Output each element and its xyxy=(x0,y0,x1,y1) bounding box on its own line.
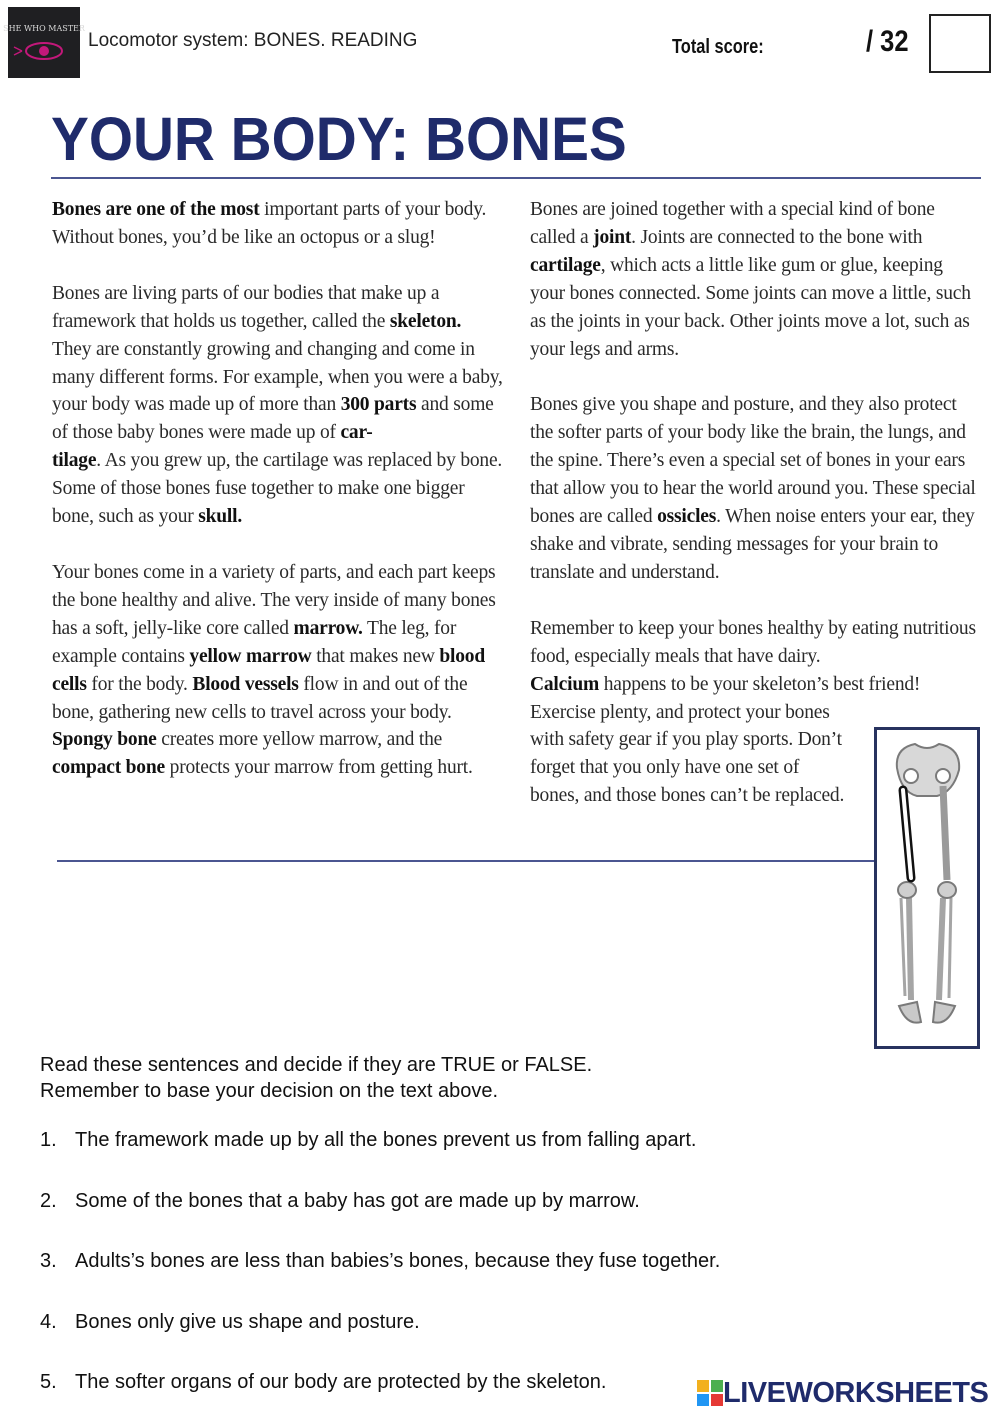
reading-paragraph xyxy=(52,559,504,782)
question-text: The framework made up by all the bones prevent us from falling apart. xyxy=(75,1129,697,1151)
question-3 xyxy=(40,1250,720,1273)
question-number: 2. xyxy=(40,1190,57,1212)
key-term: Blood vessels xyxy=(192,673,299,695)
question-text: Some of the bones that a baby has got are made up by marrow. xyxy=(75,1190,640,1212)
liveworksheets-brand[interactable] xyxy=(697,1376,988,1410)
instructions xyxy=(40,1053,592,1104)
title-divider xyxy=(51,177,981,179)
reading-text: , which acts a little like gum or glue, keeping your bones connected. Some joints can move a little, such as the joints in your back. Other joints move a lot, such as your legs and arms. xyxy=(530,254,971,360)
key-term: ossicles xyxy=(657,506,717,528)
score-box xyxy=(929,14,991,73)
reading-text: happens to be your skeleton’s best friend! xyxy=(599,673,921,695)
reading-paragraph xyxy=(52,196,504,252)
reading-text: bones, and those bones can’t be replaced. xyxy=(530,785,845,807)
key-term: joint xyxy=(593,226,632,248)
question-number: 1. xyxy=(40,1129,57,1151)
instructions-line-2: Remember to base your decision on the text above. xyxy=(40,1079,499,1102)
key-term: marrow. xyxy=(293,617,363,639)
question-2 xyxy=(40,1190,640,1213)
section-divider xyxy=(57,860,875,862)
reading-text: Remember to keep your bones healthy by eating nutritious food, especially meals that have dairy. xyxy=(530,617,976,667)
reading-paragraph xyxy=(52,280,504,531)
question-text: The softer organs of our body are protected by the skeleton. xyxy=(75,1371,607,1393)
liveworksheets-logo-icon xyxy=(697,1380,723,1406)
brand-name: LIVEWORKSHEETS xyxy=(723,1376,989,1409)
reading-text: Bones are living parts of our bodies that make up a framework that holds us together, called the xyxy=(52,282,440,332)
reading-paragraph xyxy=(530,196,980,363)
question-text: Bones only give us shape and posture. xyxy=(75,1311,420,1333)
question-text: Adults’s bones are less than babies’s bones, because they fuse together. xyxy=(75,1250,721,1272)
key-term: yellow marrow xyxy=(189,645,312,667)
reading-text: Bones give you shape and posture, and they also protect the softer parts of your body like the brain, the lungs, and the spine. There’s even a special set of bones in your ears that allow you to hear the world around you. These special bones are called xyxy=(530,394,976,528)
key-term: compact bone xyxy=(52,757,165,779)
logo-text: SHE WHO MASTER xyxy=(3,24,85,33)
reading-paragraph xyxy=(530,391,980,586)
key-term: Bones are one of the most xyxy=(52,199,260,220)
reading-text: They are constantly growing and changing and come in many different forms. For example, when you were a baby, your body was made up of more than xyxy=(52,338,503,416)
key-term: skull. xyxy=(198,506,243,528)
reading-text: for the body. xyxy=(86,673,193,695)
instructions-line-1: Read these sentences and decide if they are TRUE or FALSE. xyxy=(40,1054,593,1076)
reading-text: Your bones come in a variety of parts, and each part keeps the bone healthy and alive. The very inside of many bones has a soft, jelly-like core called xyxy=(52,561,496,639)
reading-text: flow in and out of the bone, gathering new cells to travel across your body. xyxy=(52,673,468,723)
eye-logo-icon xyxy=(3,7,85,78)
reading-text: . Joints are connected to the bone with xyxy=(631,226,923,248)
reading-text: creates more yellow marrow, and the xyxy=(156,729,443,751)
key-term: Calcium xyxy=(530,673,600,695)
reading-text: important parts of your body. Without bones, you’d be like an octopus or a slug! xyxy=(52,199,487,248)
key-term: blood cells xyxy=(52,645,485,695)
score-label: Total score: xyxy=(672,36,764,58)
key-term: skeleton. xyxy=(389,310,462,332)
key-term: cartilage xyxy=(530,254,601,276)
reading-text: with safety gear if you play sports. Don’t xyxy=(530,729,842,751)
reading-text: that makes new xyxy=(311,645,440,667)
score-total: / 32 xyxy=(866,25,909,58)
reading-text: . When noise enters your ear, they shake and vibrate, sending messages for your brain to translate and understand. xyxy=(530,506,975,583)
question-number: 5. xyxy=(40,1371,57,1393)
header-title: Locomotor system: BONES. READING xyxy=(88,30,418,51)
reading-text: . As you grew up, the cartilage was replaced by bone. Some of those bones fuse together to make one bigger bone, such as your xyxy=(52,450,503,528)
question-number: 3. xyxy=(40,1250,57,1272)
key-term: 300 parts xyxy=(340,394,417,416)
page-title: YOUR BODY: BONES xyxy=(51,105,627,173)
reading-text: Exercise plenty, and protect your bones xyxy=(530,701,830,723)
reading-text: The leg, for example contains xyxy=(52,617,457,667)
key-term: car- xyxy=(340,422,373,444)
question-5 xyxy=(40,1371,606,1394)
question-1 xyxy=(40,1129,696,1152)
reading-text: forget that you only have one set of xyxy=(530,757,800,779)
brand-logo xyxy=(3,7,85,78)
question-4 xyxy=(40,1311,420,1334)
reading-column-left xyxy=(52,196,504,810)
skeleton-illustration xyxy=(874,727,980,1049)
reading-text: and some of those baby bones were made up of xyxy=(52,394,494,444)
key-term: Spongy bone xyxy=(52,729,157,751)
leg-skeleton-icon xyxy=(877,730,977,1046)
question-number: 4. xyxy=(40,1311,57,1333)
reading-text: protects your marrow from getting hurt. xyxy=(164,757,473,779)
reading-text: Bones are joined together with a special kind of bone called a xyxy=(530,199,935,248)
key-term: tilage xyxy=(52,450,97,472)
